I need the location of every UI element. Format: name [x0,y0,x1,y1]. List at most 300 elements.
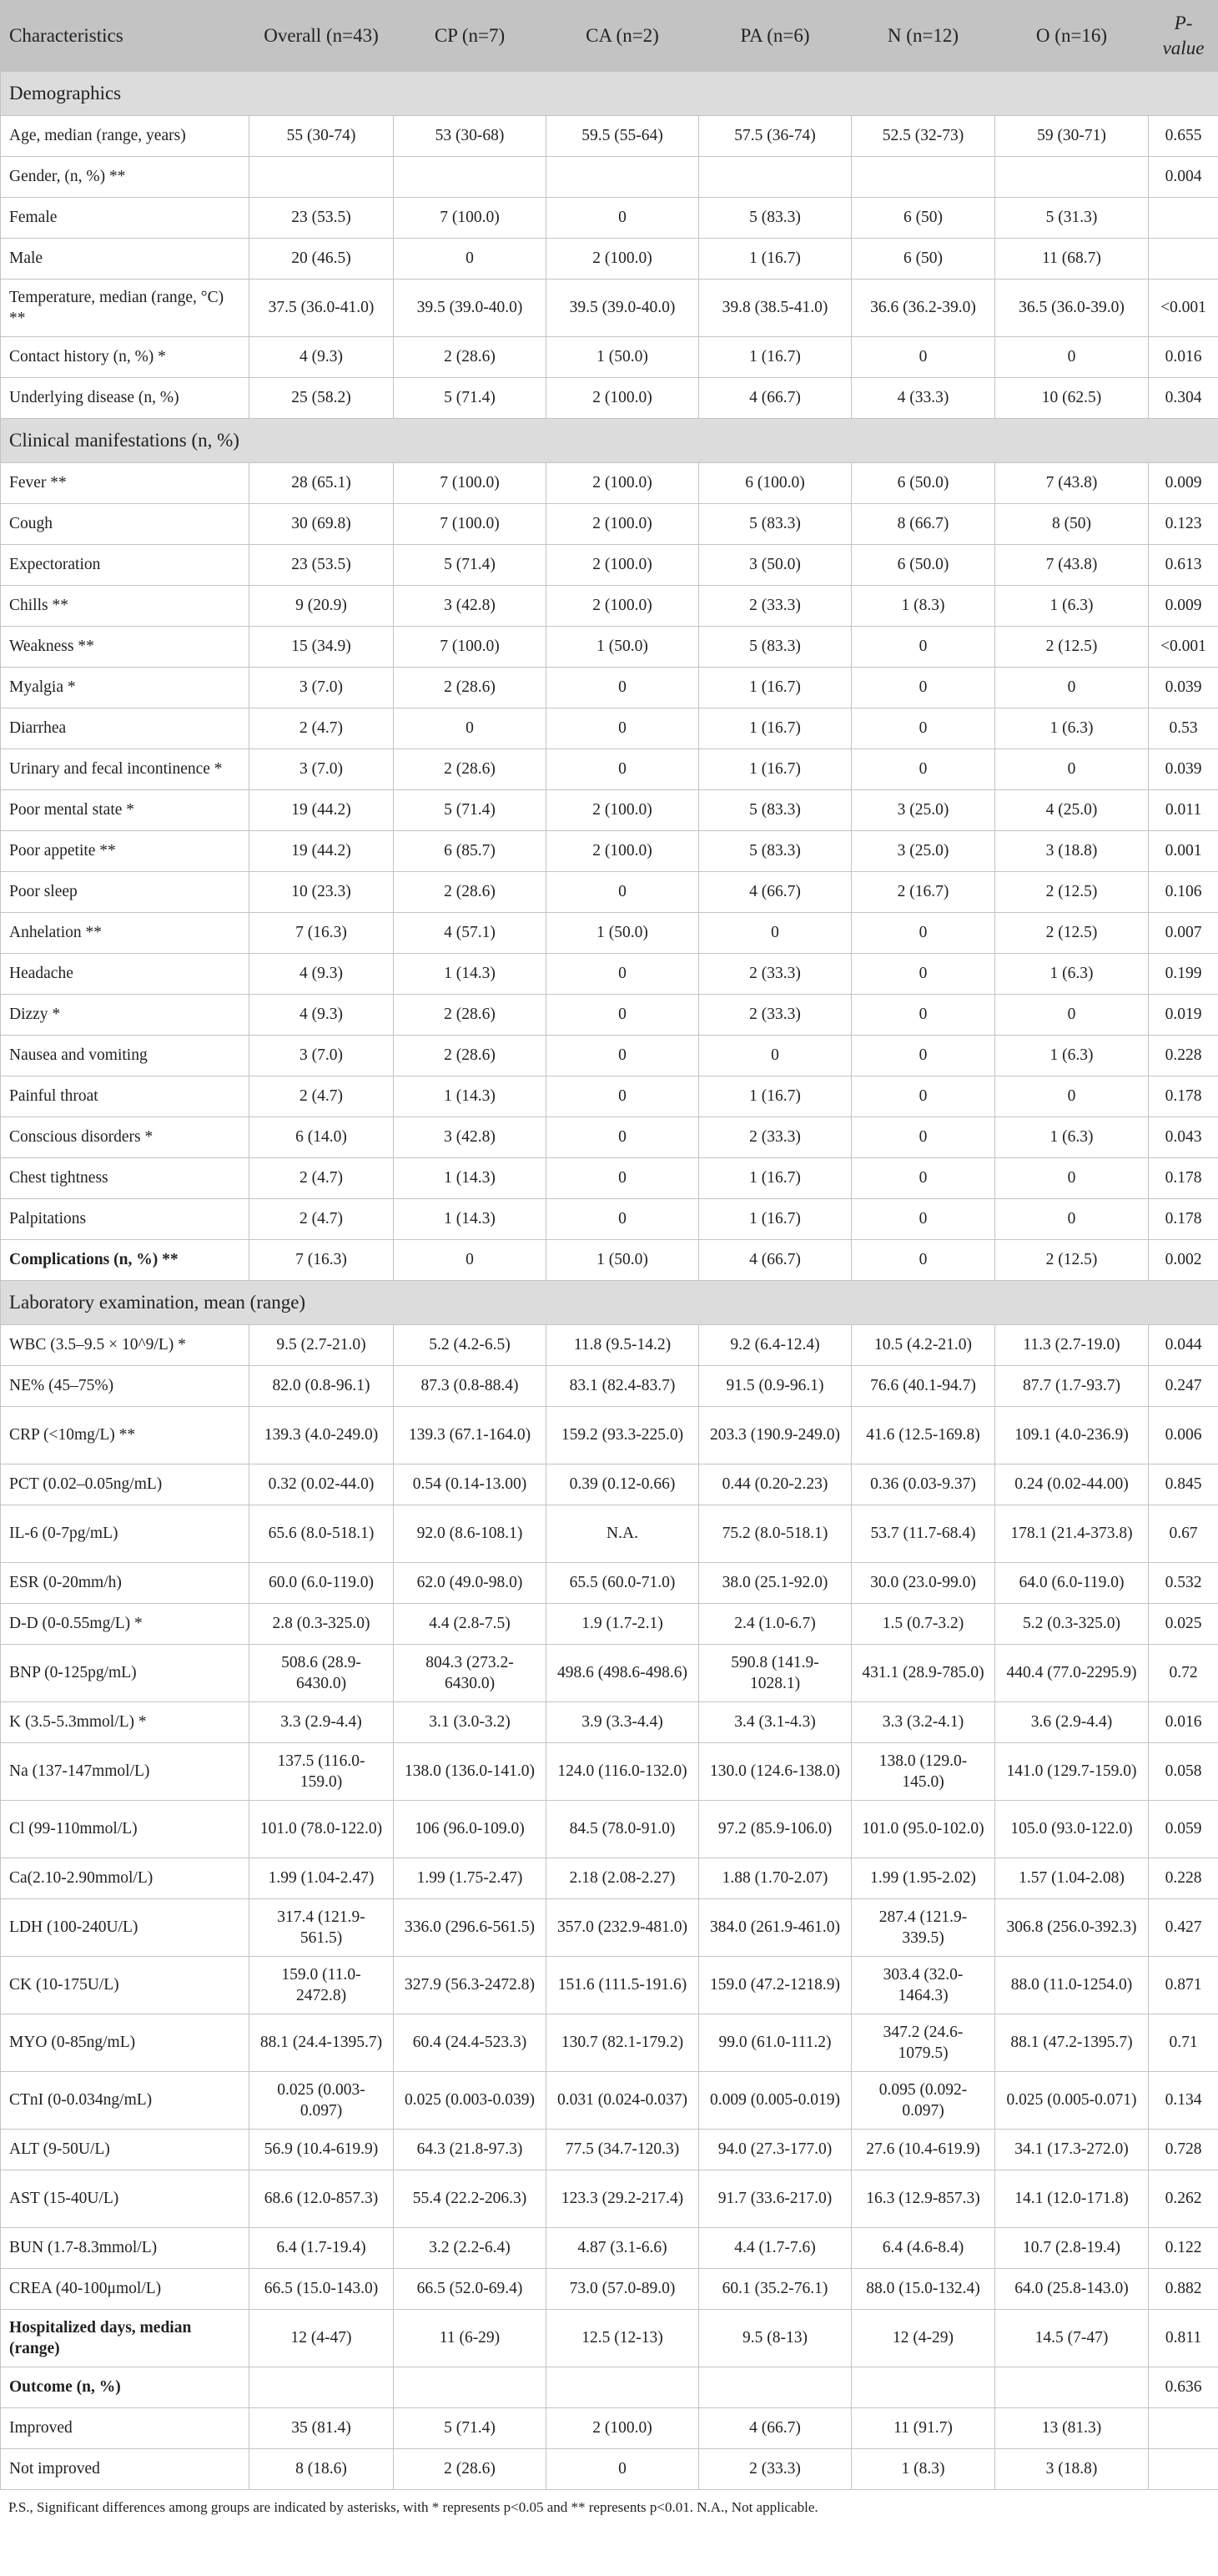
table-cell: 30.0 (23.0-99.0) [852,1563,995,1604]
table-cell: 0 [546,668,699,708]
table-row [1,116,1218,157]
p-value-cell [1149,239,1218,280]
table-cell: 77.5 (34.7-120.3) [546,2130,699,2170]
table-row [1,872,1218,913]
table-cell: 88.0 (11.0-1254.0) [995,1957,1149,2014]
table-cell: 23 (53.5) [249,198,394,239]
table-cell: 91.7 (33.6-217.0) [699,2170,852,2228]
table-cell: 2 (28.6) [394,2449,546,2490]
table-cell: 82.0 (0.8-96.1) [249,1366,394,1407]
row-label: Female [1,198,249,239]
table-cell: 101.0 (78.0-122.0) [249,1801,394,1858]
table-cell [546,2367,699,2408]
section-header-row [1,419,1218,463]
p-value-cell: 0.007 [1149,913,1218,954]
p-value-cell: 0.009 [1149,463,1218,504]
table-cell: 65.6 (8.0-518.1) [249,1505,394,1563]
table-cell: 4.87 (3.1-6.6) [546,2228,699,2269]
p-value-cell: 0.006 [1149,1407,1218,1464]
table-row [1,1158,1218,1199]
table-cell: 88.0 (15.0-132.4) [852,2269,995,2310]
table-cell: 0 [699,913,852,954]
table-cell: 1 (16.7) [699,1199,852,1240]
table-cell: 2 (28.6) [394,337,546,378]
section-header-row [1,72,1218,116]
table-cell: 3 (42.8) [394,1117,546,1158]
table-cell: 0.025 (0.005-0.071) [995,2072,1149,2130]
p-value-cell: 0.134 [1149,2072,1218,2130]
table-cell: 8 (50) [995,504,1149,545]
table-cell: 11 (68.7) [995,239,1149,280]
table-cell: 2 (12.5) [995,627,1149,668]
table-row [1,198,1218,239]
table-row [1,708,1218,749]
table-cell: 6 (50) [852,198,995,239]
column-header-cp: CP (n=7) [394,1,546,72]
table-cell: 20 (46.5) [249,239,394,280]
table-cell: 7 (16.3) [249,913,394,954]
p-value-cell [1149,2449,1218,2490]
table-cell: 5 (71.4) [394,790,546,831]
table-cell: 1 (16.7) [699,708,852,749]
p-value-cell: 0.002 [1149,1240,1218,1281]
table-cell: 64.0 (25.8-143.0) [995,2269,1149,2310]
table-cell: 590.8 (141.9-1028.1) [699,1645,852,1702]
table-cell: 5 (71.4) [394,378,546,419]
p-value-cell: 0.882 [1149,2269,1218,2310]
table-row [1,2014,1218,2072]
table-cell: 3 (50.0) [699,545,852,586]
row-label: Fever ** [1,463,249,504]
row-label: Complications (n, %) ** [1,1240,249,1281]
table-row [1,545,1218,586]
table-cell: 4 (9.3) [249,995,394,1036]
table-cell: 1.99 (1.95-2.02) [852,1858,995,1899]
row-label: Underlying disease (n, %) [1,378,249,419]
table-cell: 3 (18.8) [995,2449,1149,2490]
table-cell: 0 [995,749,1149,790]
p-value-cell: 0.178 [1149,1076,1218,1117]
table-cell: 0 [546,2449,699,2490]
table-cell: 27.6 (10.4-619.9) [852,2130,995,2170]
table-cell: 0 [852,627,995,668]
table-cell: 4 (66.7) [699,1240,852,1281]
table-cell: 431.1 (28.9-785.0) [852,1645,995,1702]
table-cell: 0 [995,995,1149,1036]
table-row [1,954,1218,995]
table-cell: 12 (4-29) [852,2310,995,2367]
table-cell: 1 (8.3) [852,2449,995,2490]
table-cell: 36.6 (36.2-39.0) [852,280,995,337]
table-cell: 3 (42.8) [394,586,546,627]
column-header-p-value [1149,1,1218,72]
table-row [1,1645,1218,1702]
table-cell: 2 (4.7) [249,1199,394,1240]
table-cell: 10.5 (4.2-21.0) [852,1325,995,1366]
table-row [1,2449,1218,2490]
table-cell: 14.1 (12.0-171.8) [995,2170,1149,2228]
table-cell: 0 [852,1117,995,1158]
table-cell: 3 (7.0) [249,1036,394,1076]
table-cell: 0 [852,1036,995,1076]
p-value-cell: 0.228 [1149,1858,1218,1899]
table-cell [852,2367,995,2408]
table-cell: 52.5 (32-73) [852,116,995,157]
table-cell: 1 (14.3) [394,1076,546,1117]
table-cell: 1 (16.7) [699,1158,852,1199]
table-cell: 141.0 (129.7-159.0) [995,1743,1149,1801]
table-cell: 2.8 (0.3-325.0) [249,1604,394,1645]
table-cell: 124.0 (116.0-132.0) [546,1743,699,1801]
table-cell: 1 (8.3) [852,586,995,627]
table-cell: 1 (14.3) [394,954,546,995]
p-value-cell: 0.123 [1149,504,1218,545]
p-value-cell: 0.011 [1149,790,1218,831]
table-cell: 1 (50.0) [546,627,699,668]
table-cell: 1.88 (1.70-2.07) [699,1858,852,1899]
table-cell: 6.4 (4.6-8.4) [852,2228,995,2269]
table-cell: 2 (100.0) [546,239,699,280]
table-cell: 336.0 (296.6-561.5) [394,1899,546,1957]
row-label: Outcome (n, %) [1,2367,249,2408]
row-label: LDH (100-240U/L) [1,1899,249,1957]
table-cell: 101.0 (95.0-102.0) [852,1801,995,1858]
table-cell: 68.6 (12.0-857.3) [249,2170,394,2228]
table-cell: 88.1 (24.4-1395.7) [249,2014,394,2072]
table-cell: 13 (81.3) [995,2408,1149,2449]
table-cell: 3.3 (2.9-4.4) [249,1702,394,1743]
table-cell: 2 (100.0) [546,378,699,419]
table-cell: 92.0 (8.6-108.1) [394,1505,546,1563]
row-label: Poor appetite ** [1,831,249,872]
table-cell: 2 (100.0) [546,504,699,545]
p-value-cell: 0.004 [1149,157,1218,198]
table-cell: 3.6 (2.9-4.4) [995,1702,1149,1743]
table-cell: 0 [852,1158,995,1199]
table-row [1,239,1218,280]
p-value-cell: 0.106 [1149,872,1218,913]
table-row [1,1036,1218,1076]
table-cell: 64.0 (6.0-119.0) [995,1563,1149,1604]
table-row [1,1240,1218,1281]
p-value-cell: 0.199 [1149,954,1218,995]
table-cell: 66.5 (52.0-69.4) [394,2269,546,2310]
table-cell: 105.0 (93.0-122.0) [995,1801,1149,1858]
table-cell: 5 (83.3) [699,831,852,872]
table-cell: 0 [394,1240,546,1281]
table-cell: 57.5 (36-74) [699,116,852,157]
p-value-cell: 0.058 [1149,1743,1218,1801]
table-row [1,1743,1218,1801]
row-label: Anhelation ** [1,913,249,954]
table-cell: 16.3 (12.9-857.3) [852,2170,995,2228]
table-cell: 6 (85.7) [394,831,546,872]
table-cell: 2 (100.0) [546,545,699,586]
table-cell: 5 (31.3) [995,198,1149,239]
table-cell: 159.2 (93.3-225.0) [546,1407,699,1464]
table-row [1,1801,1218,1858]
p-value-cell: 0.059 [1149,1801,1218,1858]
p-value-cell: 0.247 [1149,1366,1218,1407]
table-cell: 347.2 (24.6-1079.5) [852,2014,995,2072]
table-cell: 36.5 (36.0-39.0) [995,280,1149,337]
table-cell: 1 (50.0) [546,337,699,378]
table-cell: 109.1 (4.0-236.9) [995,1407,1149,1464]
table-cell [394,2367,546,2408]
column-header-characteristics: Characteristics [1,1,249,72]
table-cell: 3.9 (3.3-4.4) [546,1702,699,1743]
table-cell: 0 [546,749,699,790]
p-value-cell: 0.043 [1149,1117,1218,1158]
table-cell: 440.4 (77.0-2295.9) [995,1645,1149,1702]
table-cell: 64.3 (21.8-97.3) [394,2130,546,2170]
section-title: Demographics [1,72,1218,116]
table-row [1,790,1218,831]
table-cell: 0 [546,1076,699,1117]
row-label: Conscious disorders * [1,1117,249,1158]
row-label: CTnI (0-0.034ng/mL) [1,2072,249,2130]
table-cell: 0.44 (0.20-2.23) [699,1464,852,1505]
table-row [1,2269,1218,2310]
table-cell: 0 [995,1158,1149,1199]
row-label: Dizzy * [1,995,249,1036]
table-cell: 91.5 (0.9-96.1) [699,1366,852,1407]
table-cell: 1 (6.3) [995,1117,1149,1158]
row-label: NE% (45–75%) [1,1366,249,1407]
table-cell: 87.7 (1.7-93.7) [995,1366,1149,1407]
p-value-cell: 0.613 [1149,545,1218,586]
row-label: BUN (1.7-8.3mmol/L) [1,2228,249,2269]
table-cell: 38.0 (25.1-92.0) [699,1563,852,1604]
row-label: Temperature, median (range, °C) ** [1,280,249,337]
table-cell: 6 (50.0) [852,463,995,504]
table-cell: 4.4 (1.7-7.6) [699,2228,852,2269]
p-value-cell: 0.039 [1149,668,1218,708]
p-value-cell: 0.811 [1149,2310,1218,2367]
table-cell: 0 [852,1199,995,1240]
p-value-cell: 0.039 [1149,749,1218,790]
p-value-cell: 0.845 [1149,1464,1218,1505]
table-cell: 306.8 (256.0-392.3) [995,1899,1149,1957]
p-value-cell: 0.009 [1149,586,1218,627]
table-cell: 2 (28.6) [394,995,546,1036]
table-cell: 0 [546,1117,699,1158]
table-cell: 5.2 (0.3-325.0) [995,1604,1149,1645]
table-cell: 5 (83.3) [699,198,852,239]
p-value-cell: 0.655 [1149,116,1218,157]
table-cell: 1 (50.0) [546,913,699,954]
row-label: Nausea and vomiting [1,1036,249,1076]
table-row [1,1366,1218,1407]
table-row [1,2310,1218,2367]
table-cell: 23 (53.5) [249,545,394,586]
table-row [1,586,1218,627]
table-cell: 15 (34.9) [249,627,394,668]
table-cell: 2 (28.6) [394,668,546,708]
table-cell: 8 (66.7) [852,504,995,545]
table-cell: 0 [546,954,699,995]
row-label: Improved [1,2408,249,2449]
table-cell: 25 (58.2) [249,378,394,419]
p-value-cell: 0.016 [1149,1702,1218,1743]
p-value-cell: 0.019 [1149,995,1218,1036]
table-row [1,627,1218,668]
table-cell: 2 (28.6) [394,872,546,913]
table-body [1,72,1218,2490]
table-cell: 53.7 (11.7-68.4) [852,1505,995,1563]
p-value-cell [1149,2408,1218,2449]
table-cell: 4 (33.3) [852,378,995,419]
table-cell: 1 (6.3) [995,708,1149,749]
table-cell: 0 [546,995,699,1036]
table-cell: 6.4 (1.7-19.4) [249,2228,394,2269]
table-cell: 804.3 (273.2-6430.0) [394,1645,546,1702]
table-cell: 0.095 (0.092-0.097) [852,2072,995,2130]
row-label: Male [1,239,249,280]
table-cell: 0 [995,1199,1149,1240]
table-row [1,1957,1218,2014]
table-cell: 9.2 (6.4-12.4) [699,1325,852,1366]
table-row [1,1407,1218,1464]
table-cell: 4 (66.7) [699,2408,852,2449]
table-cell: 10 (23.3) [249,872,394,913]
table-cell: 2 (100.0) [546,463,699,504]
table-cell: 75.2 (8.0-518.1) [699,1505,852,1563]
table-cell: 0 [394,708,546,749]
table-cell: 384.0 (261.9-461.0) [699,1899,852,1957]
table-cell: 60.0 (6.0-119.0) [249,1563,394,1604]
p-value-cell: 0.728 [1149,2130,1218,2170]
table-cell: 3 (25.0) [852,790,995,831]
row-label: Palpitations [1,1199,249,1240]
table-cell: 7 (16.3) [249,1240,394,1281]
table-cell: 84.5 (78.0-91.0) [546,1801,699,1858]
p-value-cell: 0.636 [1149,2367,1218,2408]
table-cell: 7 (100.0) [394,198,546,239]
table-cell: 12 (4-47) [249,2310,394,2367]
table-cell: 5 (71.4) [394,545,546,586]
table-row [1,504,1218,545]
table-row [1,1858,1218,1899]
table-cell: 8 (18.6) [249,2449,394,2490]
row-label: Cl (99-110mmol/L) [1,1801,249,1858]
table-cell: 357.0 (232.9-481.0) [546,1899,699,1957]
table-cell: 2 (33.3) [699,2449,852,2490]
p-value-cell [1149,198,1218,239]
table-cell: 1.57 (1.04-2.08) [995,1858,1149,1899]
row-label: Diarrhea [1,708,249,749]
table-cell: 7 (43.8) [995,545,1149,586]
row-label: Headache [1,954,249,995]
table-cell: 55 (30-74) [249,116,394,157]
table-cell: 4 (25.0) [995,790,1149,831]
table-cell: 0.24 (0.02-44.00) [995,1464,1149,1505]
table-cell: 9 (20.9) [249,586,394,627]
table-cell: 3 (7.0) [249,749,394,790]
row-label: Chills ** [1,586,249,627]
table-cell: 0.54 (0.14-13.00) [394,1464,546,1505]
table-cell: 0 [852,668,995,708]
table-cell: 2 (16.7) [852,872,995,913]
table-cell: 5 (83.3) [699,790,852,831]
table-cell: 99.0 (61.0-111.2) [699,2014,852,2072]
p-value-cell: <0.001 [1149,280,1218,337]
table-cell [249,2367,394,2408]
table-cell: 1.99 (1.75-2.47) [394,1858,546,1899]
table-cell: 138.0 (129.0-145.0) [852,1743,995,1801]
row-label: IL-6 (0-7pg/mL) [1,1505,249,1563]
table-cell: 4 (9.3) [249,337,394,378]
p-value-cell: 0.67 [1149,1505,1218,1563]
section-title: Laboratory examination, mean (range) [1,1281,1218,1325]
table-cell: 39.5 (39.0-40.0) [394,280,546,337]
p-value-cell: 0.001 [1149,831,1218,872]
row-label: Age, median (range, years) [1,116,249,157]
table-row [1,2170,1218,2228]
table-cell: 11 (91.7) [852,2408,995,2449]
table-row [1,995,1218,1036]
table-cell: 137.5 (116.0-159.0) [249,1743,394,1801]
table-row [1,1563,1218,1604]
table-row [1,2408,1218,2449]
table-cell: 0.009 (0.005-0.019) [699,2072,852,2130]
table-cell: 1 (6.3) [995,1036,1149,1076]
row-label: Myalgia * [1,668,249,708]
row-label: PCT (0.02–0.05ng/mL) [1,1464,249,1505]
p-value-cell: 0.178 [1149,1199,1218,1240]
table-cell: 123.3 (29.2-217.4) [546,2170,699,2228]
table-cell [394,157,546,198]
table-cell: 2 (12.5) [995,872,1149,913]
table-cell: 1 (16.7) [699,337,852,378]
row-label: Poor mental state * [1,790,249,831]
table-cell: 5.2 (4.2-6.5) [394,1325,546,1366]
table-cell: 11.3 (2.7-19.0) [995,1325,1149,1366]
p-value-header-text: P-value [1162,13,1205,58]
table-cell: 39.5 (39.0-40.0) [546,280,699,337]
p-value-cell: 0.044 [1149,1325,1218,1366]
table-cell: 55.4 (22.2-206.3) [394,2170,546,2228]
table-cell: 7 (100.0) [394,627,546,668]
row-label: Not improved [1,2449,249,2490]
table-cell: 1 (16.7) [699,239,852,280]
p-value-cell: 0.016 [1149,337,1218,378]
table-cell: 19 (44.2) [249,790,394,831]
table-cell: 1.5 (0.7-3.2) [852,1604,995,1645]
table-row [1,463,1218,504]
table-cell: 159.0 (11.0-2472.8) [249,1957,394,2014]
table-cell: 73.0 (57.0-89.0) [546,2269,699,2310]
table-cell: 1 (16.7) [699,749,852,790]
table-footnote: P.S., Significant differences among groups are indicated by asterisks, with * represents p<0.05 and ** represents p<0.01. N.A., Not applicable. [8,2499,818,2515]
table-cell: 3.2 (2.2-6.4) [394,2228,546,2269]
table-cell: 1.99 (1.04-2.47) [249,1858,394,1899]
table-cell: 287.4 (121.9-339.5) [852,1899,995,1957]
table-cell: 2 (33.3) [699,995,852,1036]
table-cell: 5 (83.3) [699,627,852,668]
row-label: Hospitalized days, median (range) [1,2310,249,2367]
table-cell: 5 (71.4) [394,2408,546,2449]
table-cell: 3 (25.0) [852,831,995,872]
table-cell: 4 (9.3) [249,954,394,995]
table-cell: 53 (30-68) [394,116,546,157]
table-row [1,280,1218,337]
table-cell: 1 (50.0) [546,1240,699,1281]
p-value-cell: 0.53 [1149,708,1218,749]
table-cell: 303.4 (32.0-1464.3) [852,1957,995,2014]
table-cell: 5 (83.3) [699,504,852,545]
row-label: Gender, (n, %) ** [1,157,249,198]
